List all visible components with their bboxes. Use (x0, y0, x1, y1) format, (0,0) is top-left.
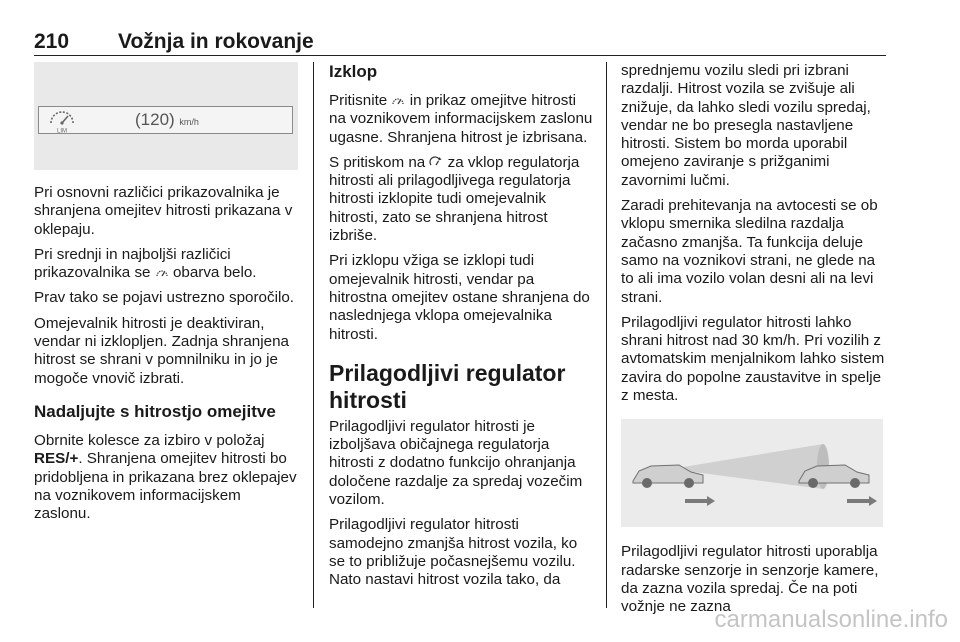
adaptive-cruise-illustration (621, 419, 883, 527)
text-run: Obrnite kolesce za izbiro v položaj (34, 431, 265, 449)
cruise-control-icon (429, 156, 443, 168)
limiter-icon-label: LIM (56, 128, 68, 134)
text-run: za vklop regulatorja hitrosti ali prilagodljivega regulatorja hitrosti izklopite tudi omejevalnik hitrosti, zato se shranjena hitrost izbriše. (329, 153, 580, 245)
stored-speed-value (135, 111, 199, 131)
column-left (34, 62, 298, 530)
paragraph: Prilagodljivi regulator hitrosti samodejno zmanjša hitrost vozila, ko se to približuje počasnejšemu vozilu. Nato nastavi hitrost vozila tako, da (329, 516, 578, 589)
column-right (621, 62, 891, 624)
text-run: Pritisnite (329, 92, 392, 109)
paragraph: Prilagodljivi regulator hitrosti je izboljšava običajnega regulatorja hitrosti z dodatno funkcijo ohranjanja določene razdalje za spredaj vozečim vozilom. (329, 417, 583, 509)
paragraph: Prilagodljivi regulator hitrosti uporablja radarske senzorje in senzorje kamere, da zazna vozila spredaj. Če na poti vožnje ne zazna (621, 543, 879, 616)
speed-limiter-icon (391, 94, 405, 106)
radar-following-diagram (621, 419, 883, 527)
direction-arrow-icon (847, 496, 877, 506)
speed-unit: km/h (179, 117, 199, 127)
text-run: . Shranjena omejitev hitrosti bo pridobljena in prikazana brez oklepajev na voznikovem informacijskem zaslonu. (34, 450, 297, 523)
page-number: 210 (34, 30, 70, 53)
page-header (34, 30, 886, 56)
paragraph: sprednjemu vozilu sledi pri izbrani razdalji. Hitrost vozila se zvišuje ali znižuje, da lahko sledi vozilu spredaj, vendar ne bo presegla nastavljene hitrosti. Sistem bo morda uporabil omejeno zaviranje s prižganimi zavornimi lučmi. (621, 62, 871, 189)
watermark: carmanualsonline.info (714, 606, 948, 633)
paragraph (329, 92, 593, 147)
direction-arrow-icon (685, 496, 715, 506)
column-divider (606, 62, 607, 608)
paragraph: Pri osnovni različici prikazovalnika je shranjena omejitev hitrosti prikazana v oklepaju. (34, 184, 293, 238)
paragraph: Pri izklopu vžiga se izklopi tudi omejevalnik hitrosti, vendar pa hitrostna omejitev ostane shranjena do naslednjega vklopa omejevalnika hitrosti. (329, 252, 590, 343)
paragraph: Zaradi prehitevanja na avtocesti se ob vklopu smernika sledilna razdalja začasno zmanjša. Ta funkcija deluje samo na voznikovi strani, ne glede na to ali ima vozilo volan desni ali na levi strani. (621, 197, 878, 306)
column-divider (313, 62, 314, 608)
paragraph (34, 246, 298, 283)
text-run: Pri srednji in najboljši različici prikazovalnika se (34, 245, 231, 282)
heading-adaptive-cruise-control: Prilagodljivi regulator hitrosti (329, 359, 566, 413)
speed-limiter-icon (45, 108, 79, 134)
paragraph: Omejevalnik hitrosti je deaktiviran, vendar ni izklopljen. Zadnja shranjena hitrost se shrani v pomnilniku in jo je mogoče vnovič izbrati. (34, 314, 289, 387)
text-run: in prikaz omejitve hitrosti na voznikovem informacijskem zaslonu ugasne. Shranjena hitrost je izbrisana. (329, 92, 593, 146)
paragraph (34, 432, 298, 523)
speed-limit-display-figure (34, 62, 298, 170)
column-middle (329, 62, 593, 597)
heading-switch-off: Izklop (329, 62, 378, 81)
paragraph: Prav tako se pojavi ustrezno sporočilo. (34, 289, 295, 307)
speed-limiter-icon (155, 266, 169, 278)
text-run: obarva belo. (168, 264, 257, 282)
text-run: S pritiskom na (329, 153, 430, 171)
paragraph (329, 154, 593, 245)
driver-info-display-bar (38, 106, 293, 134)
paragraph: Prilagodljivi regulator hitrosti lahko shrani hitrost nad 30 km/h. Pri vozilih z avtomatskim menjalnikom lahko sistem zavira do popolne zaustavitve in spelje z mesta. (621, 313, 885, 405)
page-title: Vožnja in rokovanje (118, 30, 314, 53)
heading-resume-limit: Nadaljujte s hitrostjo omejitve (34, 401, 276, 421)
speed-value-text: (120) (135, 110, 175, 129)
control-label-res: RES/+ (34, 450, 79, 468)
